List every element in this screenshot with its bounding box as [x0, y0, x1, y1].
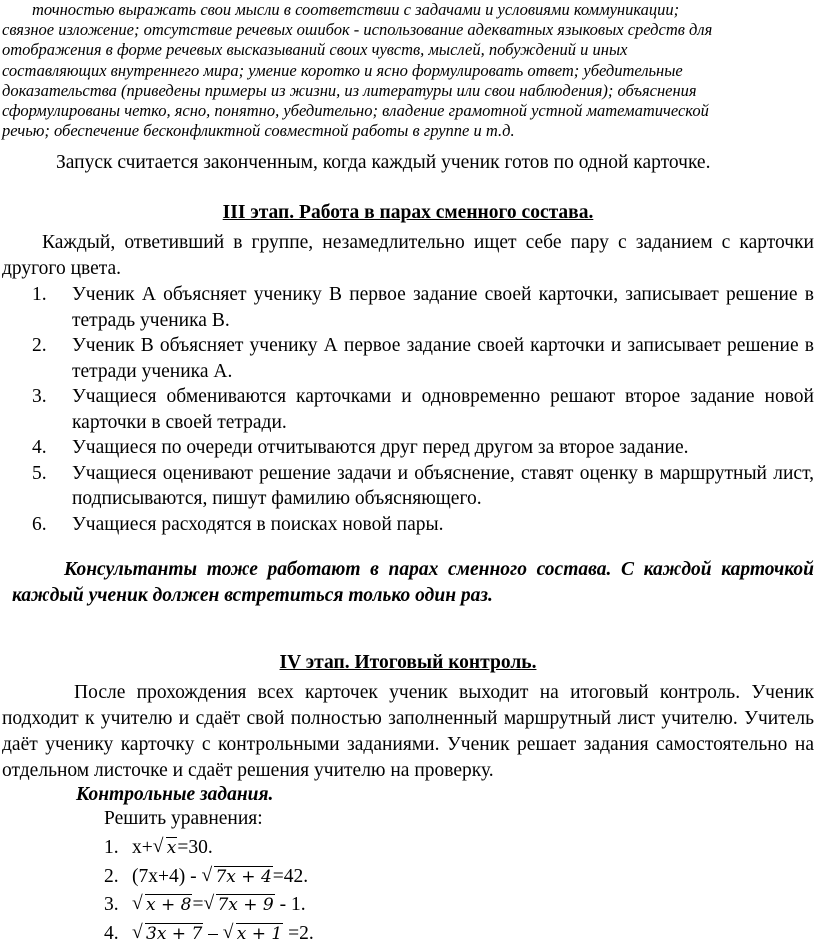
list-item-number: 1.	[32, 282, 47, 308]
list-item-text: Учащиеся оценивают решение задачи и объяснение, ставят оценку в маршрутный лист, подписываются, пишут фамилию объясняющего.	[72, 463, 814, 510]
radical: √ x + 1	[223, 920, 283, 948]
list-item-number: 2.	[32, 333, 47, 359]
intro-line: связное изложение; отсутствие речевых ошибок - использование адекватных языковых средств для	[2, 20, 814, 40]
equation-operator: =	[192, 894, 203, 915]
stage3-steps-list	[32, 282, 814, 537]
stage3-intro-text: Каждый, ответивший в группе, незамедлительно ищет себе пару с заданием с карточки другого цвета.	[2, 230, 814, 282]
intro-line: сформулированы четко, ясно, понятно, убедительно; владение грамотной устной математической	[2, 101, 814, 121]
intro-line: отображения в форме речевых высказываний своих чувств, мыслей, побуждений и иных	[2, 40, 814, 60]
radicand: 7x + 4	[214, 866, 272, 887]
list-item	[32, 333, 814, 384]
radical: √ 3x + 7	[132, 920, 203, 948]
equation-prefix: (7x+4) -	[132, 866, 201, 887]
list-item	[32, 435, 814, 461]
intro-line: составляющих внутреннего мира; умение коротко и ясно формулировать ответ; убедительные	[2, 61, 814, 81]
equation-item	[104, 891, 314, 920]
stage4-paragraph: После прохождения всех карточек ученик выходит на итоговый контроль. Ученик подходит к учителю и сдаёт свой полностью заполненный маршрутный лист учителю. Учитель даёт ученику карточку с контрольными заданиями. Ученик решает задания самостоятельно на отдельном листочке и сдаёт решения учителю на проверку.	[2, 680, 814, 784]
intro-line: точностью выражать свои мысли в соответствии с задачами и условиями коммуникации;	[2, 0, 814, 20]
radicand: 7x + 9	[216, 894, 274, 915]
equation-item	[104, 863, 314, 892]
equation-suffix: =2.	[283, 923, 314, 944]
intro-line: доказательства (приведены примеры из жизни, из литературы или свои наблюдения); объяснения	[2, 81, 814, 101]
list-item-text: Учащиеся по очереди отчитываются друг перед другом за второе задание.	[72, 437, 688, 458]
list-item	[32, 512, 814, 538]
radical: √ x	[153, 834, 178, 863]
equation-suffix: - 1.	[275, 894, 306, 915]
equation-operator: –	[203, 923, 223, 944]
list-item	[32, 384, 814, 435]
equation-number: 1.	[104, 834, 132, 862]
equation-item	[104, 834, 314, 863]
equation-number: 4.	[104, 920, 132, 948]
equation-suffix: =42.	[273, 866, 308, 887]
stage3-heading: III этап. Работа в парах сменного состава.	[0, 202, 816, 224]
equation-prefix: x+	[132, 837, 153, 858]
equation-number: 2.	[104, 863, 132, 891]
radicand: x + 8	[145, 894, 192, 915]
list-item-text: Учащиеся обмениваются карточками и одновременно решают второе задание новой карточки в своей тетради.	[72, 386, 814, 433]
radical: √ 7x + 9	[203, 891, 274, 920]
list-item	[32, 461, 814, 512]
intro-line: речью; обеспечение бесконфликтной совместной работы в группе и т.д.	[2, 121, 814, 141]
list-item-number: 4.	[32, 435, 47, 461]
equation-item	[104, 920, 314, 948]
list-item-text: Ученик В объясняет ученику А первое задание своей карточки и записывает решение в тетради ученика А.	[72, 335, 814, 382]
equations-list	[104, 834, 314, 948]
radicand: x + 1	[236, 923, 283, 944]
list-item-number: 6.	[32, 512, 47, 538]
list-item-text: Ученик А объясняет ученику В первое задание своей карточки, записывает решение в тетрадь ученика В.	[72, 284, 814, 331]
consultants-note	[12, 557, 814, 609]
list-item	[32, 282, 814, 333]
radical: √ 7x + 4	[201, 863, 272, 892]
equation-number: 3.	[104, 891, 132, 919]
control-tasks-title: Контрольные задания.	[76, 784, 273, 806]
list-item-number: 5.	[32, 461, 47, 487]
equation-suffix: =30.	[177, 837, 212, 858]
radicand: x	[166, 837, 178, 858]
list-item-text: Учащиеся расходятся в поисках новой пары.	[72, 514, 443, 535]
radicand: 3x + 7	[145, 923, 203, 944]
radical: √ x + 8	[132, 891, 192, 920]
consultants-note-text: Консультанты тоже работают в парах сменного состава. С каждой карточкой каждый ученик должен встретиться только один раз.	[12, 557, 814, 609]
stage4-text	[2, 680, 814, 784]
solve-equations-label: Решить уравнения:	[104, 808, 263, 830]
list-item-number: 3.	[32, 384, 47, 410]
launch-completion-text: Запуск считается законченным, когда каждый ученик готов по одной карточке.	[56, 150, 710, 176]
intro-criteria-text	[2, 0, 814, 141]
stage3-intro	[2, 230, 814, 282]
stage4-heading: IV этап. Итоговый контроль.	[0, 652, 816, 674]
